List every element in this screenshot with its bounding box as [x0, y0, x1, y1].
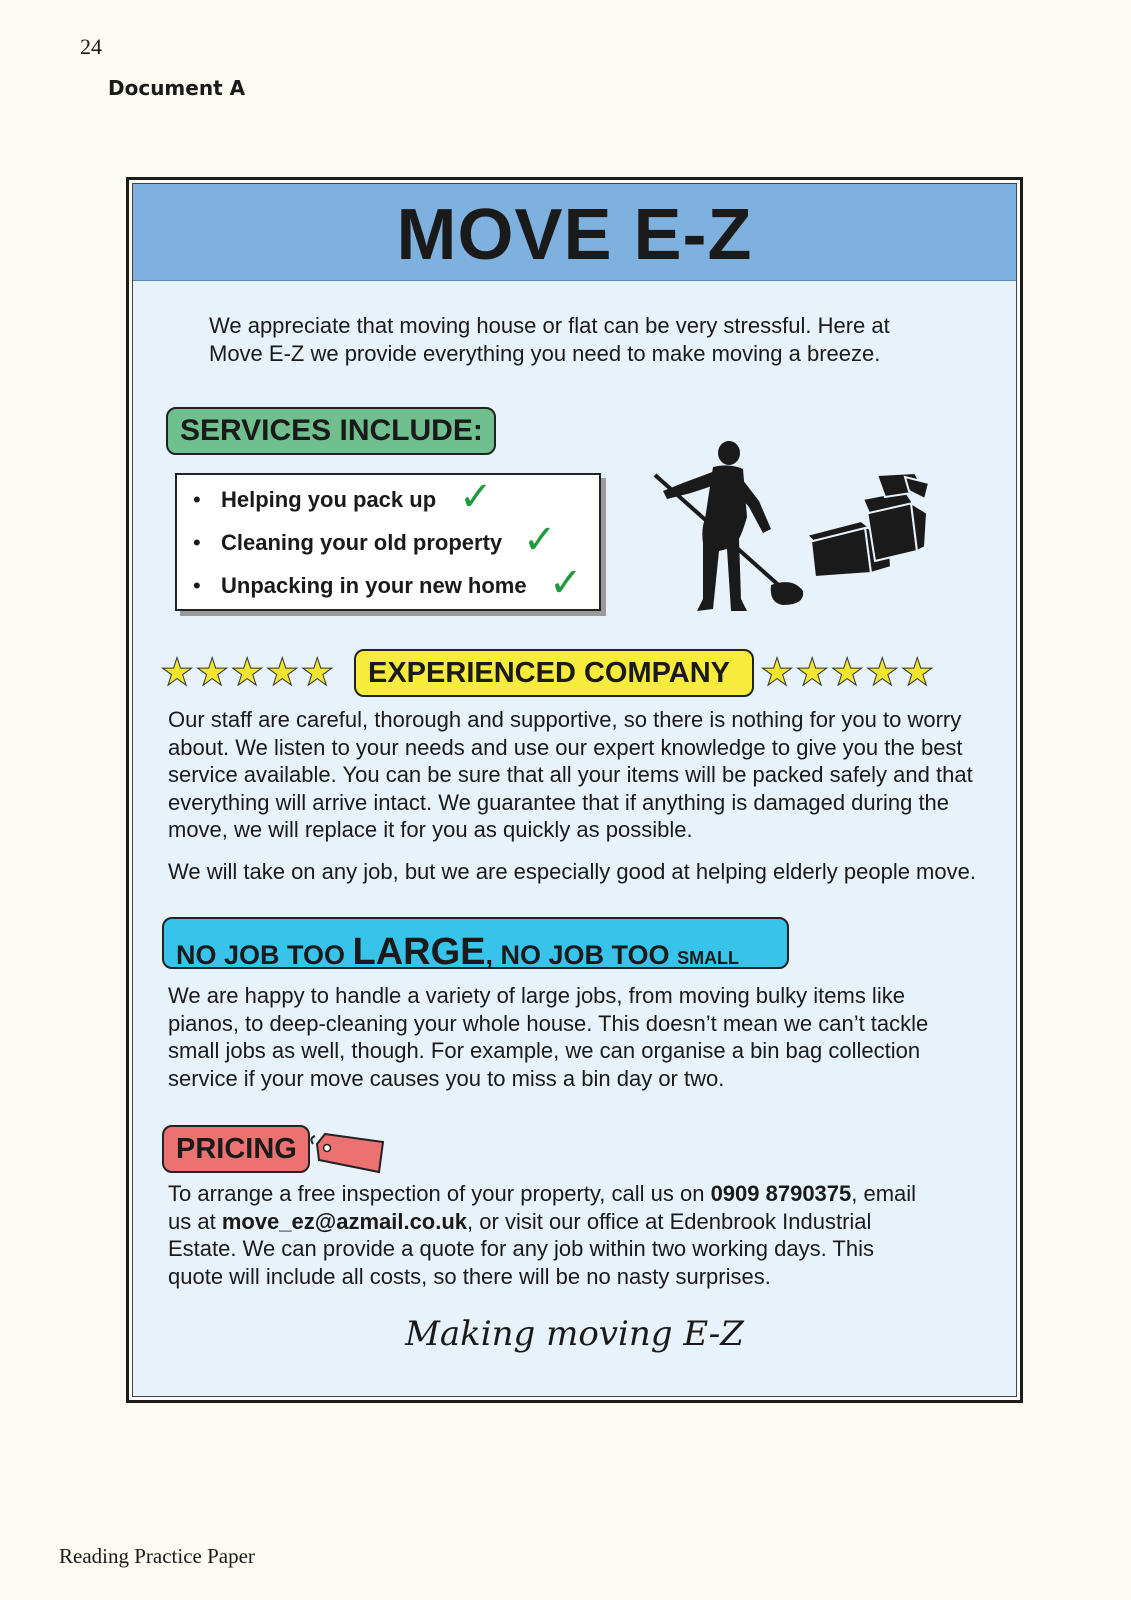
elderly-paragraph: We will take on any job, but we are especially good at helping elderly people move. — [168, 859, 976, 884]
heading-small-word: SMALL — [677, 948, 740, 968]
pricing-text: , or visit our office at Edenbrook Industrial Estate. We can provide a quote for any job within two working days. This quote will include all costs, so there will be no nasty surprises. — [168, 1208, 874, 1289]
star-icon: ★★★★★ — [760, 652, 936, 694]
services-heading: SERVICES INCLUDE: — [166, 407, 496, 455]
flyer — [126, 177, 1023, 1403]
heading-text: , NO JOB TOO — [485, 940, 678, 970]
man-mopping-silhouette-icon — [643, 439, 813, 619]
tagline: Making moving E-Z — [405, 1314, 744, 1354]
check-mark-icon: ✓ — [459, 475, 493, 519]
service-label: Cleaning your old property — [221, 530, 503, 555]
intro-paragraph: We appreciate that moving house or flat can be very stressful. Here at Move E-Z we provide everything you need to make moving a breeze. — [209, 313, 890, 366]
footer: Reading Practice Paper — [59, 1544, 255, 1568]
page-number: 24 — [80, 34, 102, 59]
no-job-too-large-heading — [162, 917, 789, 973]
bullet: • — [193, 573, 201, 598]
document-label: Document A — [108, 76, 246, 100]
phone-number: 0909 8790375 — [710, 1181, 852, 1206]
check-mark-icon: ✓ — [523, 518, 557, 562]
service-item — [193, 530, 502, 556]
pricing-heading: PRICING — [162, 1125, 310, 1173]
price-tag-icon — [307, 1126, 387, 1176]
flyer-panel — [132, 183, 1017, 1397]
large-jobs-paragraph: We are happy to handle a variety of large jobs, from moving bulky items like pianos, to deep-cleaning your whole house. This doesn’t mean we can’t tackle small jobs as well, though. For example, we can organise a bin bag collection service if your move causes you to miss a bin day or two. — [168, 983, 929, 1091]
pricing-text: To arrange a free inspection of your property, call us on — [168, 1181, 711, 1206]
check-mark-icon: ✓ — [549, 561, 583, 605]
flyer-header — [133, 184, 1016, 281]
heading-text: NO JOB TOO — [176, 940, 353, 970]
email-address: move_ez@azmail.co.uk — [221, 1208, 468, 1234]
experience-paragraph: Our staff are careful, thorough and supportive, so there is nothing for you to worry about. We listen to your needs and use our expert knowledge to give you the best service available. You can be sure that all your items will be packed safely and that everything will arrive intact. We guarantee that if anything is damaged during the move, we will replace it for you as quickly as possible. — [168, 707, 973, 842]
stacked-boxes-icon — [805, 469, 931, 581]
bullet: • — [193, 487, 201, 512]
flyer-title: MOVE E-Z — [396, 195, 753, 275]
star-icon: ★★★★★ — [160, 652, 336, 694]
experienced-company-heading: EXPERIENCED COMPANY — [354, 649, 754, 697]
heading-large-word: LARGE — [352, 931, 486, 973]
pricing-text: , email us at — [168, 1181, 917, 1234]
service-item — [193, 573, 527, 599]
pricing-paragraph — [168, 1180, 928, 1290]
bullet: • — [193, 530, 201, 555]
service-label: Unpacking in your new home — [221, 573, 527, 598]
services-list — [175, 473, 601, 611]
service-item — [193, 487, 436, 513]
service-label: Helping you pack up — [221, 487, 437, 512]
